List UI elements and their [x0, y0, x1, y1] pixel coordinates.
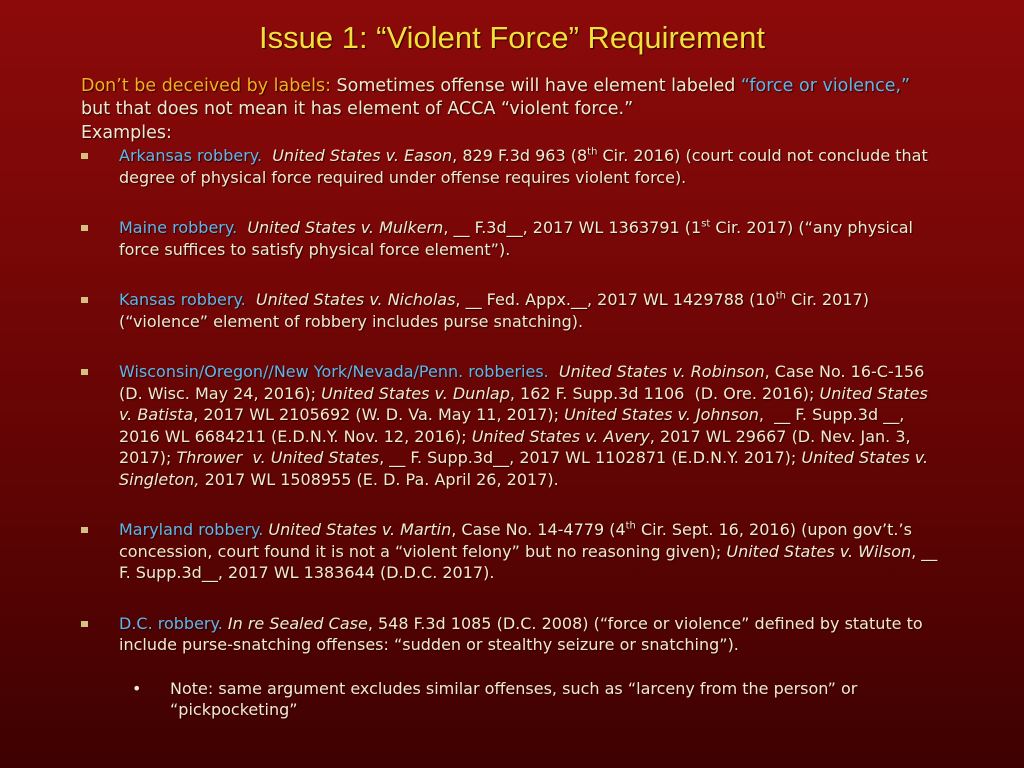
- note-item: [81, 678, 941, 721]
- case-citation-text: , 548 F.3d 1085 (D.C. 2008) (“force or violence” defined by statute to include purse-snatching offenses: “sudden or stealthy seizure or snatching”).: [119, 613, 928, 654]
- case-citation-name: In re Sealed Case: [227, 613, 368, 633]
- case-label: D.C. robbery.: [119, 613, 223, 633]
- case-item: [81, 289, 941, 332]
- case-citation-name: United States v. Batista: [119, 383, 933, 424]
- ordinal-suffix: th: [775, 290, 786, 302]
- square-bullet-icon: [81, 621, 88, 627]
- case-label: Kansas robbery.: [119, 290, 246, 309]
- case-citation-name: United States v. Singleton,: [119, 448, 934, 489]
- intro-text-b: but that does not mean it has element of ACCA “violent force.”: [81, 99, 634, 119]
- case-citation-text: 2017 WL 1508955 (E. D. Pa. April 26, 2017).: [199, 469, 559, 489]
- case-citation-text: , __ F.3d__, 2017 WL 1363791 (1: [443, 218, 702, 237]
- slide-body: [81, 75, 941, 721]
- case-citation-text: Cir. 2017) (“any physical force suffices to satisfy physical force element”).: [119, 218, 919, 259]
- square-bullet-icon: [81, 153, 88, 159]
- case-citation-text: , 2017 WL 2105692 (W. D. Va. May 11, 2017);: [193, 405, 565, 424]
- case-citation-text: , 2017 WL 29667 (D. Nev. Jan. 3, 2017);: [119, 426, 916, 467]
- case-list: [81, 145, 941, 656]
- square-bullet-icon: [81, 369, 88, 375]
- case-item: [81, 361, 941, 490]
- case-citation-text: , 829 F.3d 963 (8: [452, 146, 588, 165]
- case-label: Arkansas robbery.: [119, 146, 263, 165]
- slide-title: Issue 1: “Violent Force” Requirement: [259, 20, 765, 55]
- square-bullet-icon: [81, 297, 88, 303]
- ordinal-suffix: th: [625, 520, 636, 532]
- case-citation-text: Cir. 2017) (“violence” element of robbery includes purse snatching).: [119, 290, 875, 331]
- square-bullet-icon: [81, 225, 88, 231]
- intro-text-a: Sometimes offense will have element labeled: [330, 76, 741, 96]
- case-citation-text: , __ F. Supp.3d__, 2017 WL 1383644 (D.D.C. 2017).: [119, 541, 943, 582]
- examples-label: Examples:: [81, 123, 172, 143]
- case-citation-text: [246, 290, 256, 309]
- case-citation-name: United States v. Johnson: [564, 405, 759, 424]
- case-citation-text: Cir. 2016) (court could not conclude that degree of physical force required under offense requires violent force).: [119, 146, 933, 187]
- case-citation-text: , __ Fed. Appx.__, 2017 WL 1429788 (10: [455, 290, 776, 309]
- ordinal-suffix: st: [701, 218, 711, 230]
- case-citation-text: , Case No. 14-4779 (4: [451, 520, 626, 539]
- case-citation-text: Cir. Sept. 16, 2016) (upon gov’t.’s concession, court found it is not a “violent felony” but no reasoning given);: [119, 520, 917, 561]
- case-citation-text: , __ F. Supp.3d __, 2016 WL 6684211 (E.D.N.Y. Nov. 12, 2016);: [119, 405, 910, 446]
- case-citation-text: , __ F. Supp.3d__, 2017 WL 1102871 (E.D.N.Y. 2017);: [379, 448, 802, 467]
- case-citation-text: [549, 362, 559, 381]
- case-citation-name: United States v. Dunlap: [321, 383, 510, 403]
- bullet-dot-icon: •: [132, 678, 142, 698]
- intro-quoted: “force or violence,”: [740, 76, 911, 96]
- case-label: Maine robbery.: [119, 218, 238, 237]
- case-label: Maryland robbery.: [119, 520, 264, 539]
- case-citation-name: United States v. Wilson: [726, 541, 912, 561]
- case-citation-name: United States v. Mulkern: [247, 218, 444, 237]
- ordinal-suffix: th: [587, 146, 598, 158]
- case-item: [81, 217, 941, 260]
- case-citation-name: United States v. Robinson: [558, 362, 765, 381]
- case-citation-name: Thrower v. United States: [176, 448, 380, 467]
- square-bullet-icon: [81, 527, 88, 533]
- case-item: [81, 145, 941, 188]
- case-citation-name: United States v. Nicholas: [255, 290, 456, 309]
- case-label: Wisconsin/Oregon//New York/Nevada/Penn. robberies.: [119, 362, 549, 381]
- intro-lead: Don’t be deceived by labels:: [81, 76, 331, 96]
- intro-paragraph: [81, 75, 941, 121]
- case-citation-text: [237, 218, 247, 237]
- case-item: [81, 613, 941, 656]
- case-citation-text: , Case No. 16-C-156 (D. Wisc. May 24, 2016);: [119, 362, 930, 403]
- case-citation-text: [262, 146, 272, 165]
- case-citation-name: United States v. Eason: [272, 146, 453, 165]
- case-citation-text: , 162 F. Supp.3d 1106 (D. Ore. 2016);: [509, 383, 820, 403]
- case-item: [81, 519, 941, 584]
- note-text: Note: same argument excludes similar offenses, such as “larceny from the person” or “pickpocketing”: [170, 678, 858, 719]
- case-citation-name: United States v. Martin: [268, 520, 452, 539]
- case-citation-name: United States v. Avery: [471, 426, 650, 446]
